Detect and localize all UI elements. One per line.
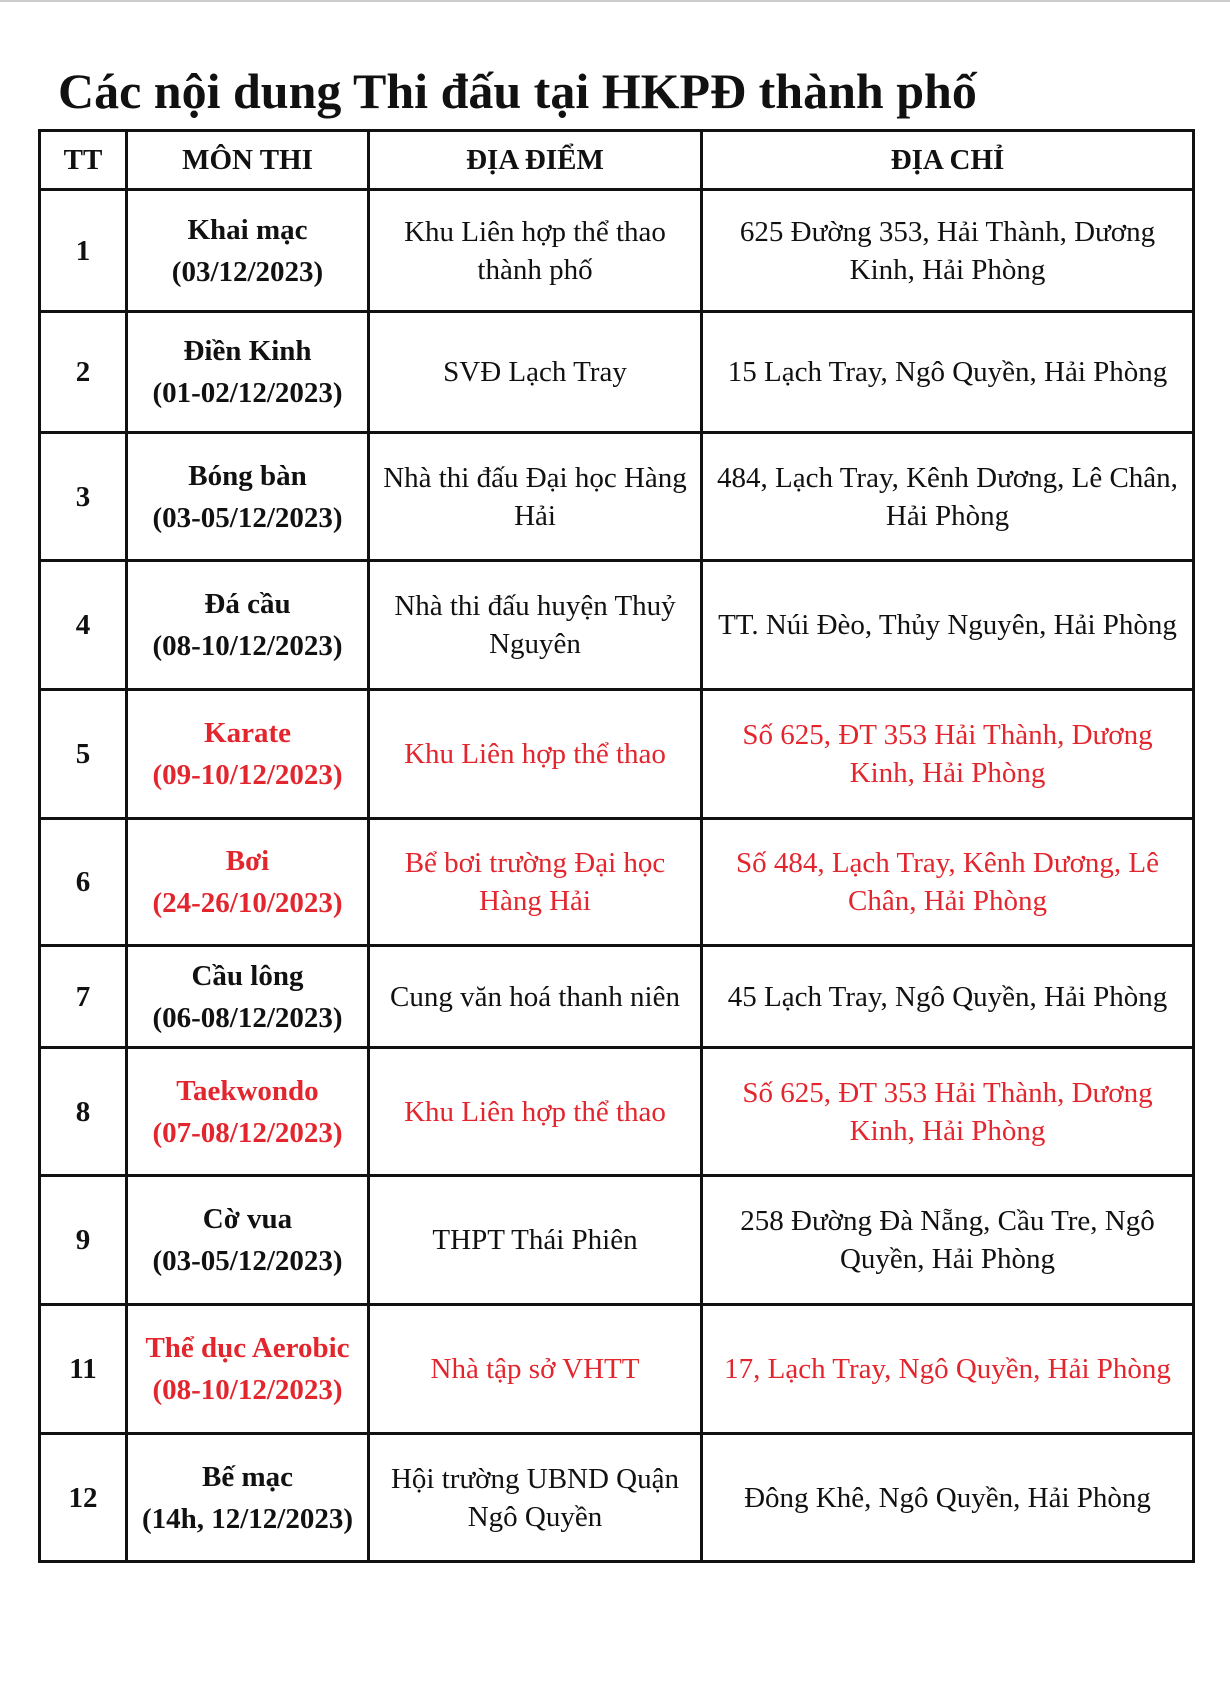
address-cell: 258 Đường Đà Nẵng, Cầu Tre, Ngô Quyền, Hải Phòng [702,1176,1194,1305]
row-number: 12 [40,1434,127,1562]
venue-cell: THPT Thái Phiên [369,1176,702,1305]
header-mon-thi: MÔN THI [127,131,369,190]
event-cell [127,819,369,946]
table-row [40,433,1194,561]
row-number: 5 [40,690,127,819]
address-cell: 484, Lạch Tray, Kênh Dương, Lê Chân, Hải Phòng [702,433,1194,561]
schedule-table [38,129,1195,1563]
venue-cell: Cung văn hoá thanh niên [369,946,702,1048]
address-cell: TT. Núi Đèo, Thủy Nguyên, Hải Phòng [702,561,1194,690]
venue-cell: Nhà tập sở VHTT [369,1305,702,1434]
venue-cell: SVĐ Lạch Tray [369,312,702,433]
venue-cell: Bể bơi trường Đại học Hàng Hải [369,819,702,946]
venue-cell: Nhà thi đấu huyện Thuỷ Nguyên [369,561,702,690]
venue-cell: Khu Liên hợp thể thao [369,1048,702,1176]
address-cell: 45 Lạch Tray, Ngô Quyền, Hải Phòng [702,946,1194,1048]
event-name: Taekwondo [176,1074,319,1107]
event-name: Bóng bàn [188,459,307,492]
event-name: Khai mạc [187,213,308,246]
event-date: (06-08/12/2023) [152,1001,343,1034]
address-cell: Số 625, ĐT 353 Hải Thành, Dương Kinh, Hải Phòng [702,1048,1194,1176]
event-name: Karate [204,717,291,749]
row-number: 3 [40,433,127,561]
event-date: (07-08/12/2023) [152,1116,343,1149]
row-number: 2 [40,312,127,433]
address-cell: Số 625, ĐT 353 Hải Thành, Dương Kinh, Hải Phòng [702,690,1194,819]
header-tt: TT [40,131,127,190]
event-date: (01-02/12/2023) [152,377,343,409]
event-cell [127,190,369,312]
address-cell: Số 484, Lạch Tray, Kênh Dương, Lê Chân, Hải Phòng [702,819,1194,946]
table-header-row [40,131,1194,190]
event-name: Thể dục Aerobic [145,1332,350,1364]
event-date: (08-10/12/2023) [152,1374,343,1406]
table-row [40,1434,1194,1562]
venue-cell: Hội trường UBND Quận Ngô Quyền [369,1434,702,1562]
event-date: (03/12/2023) [171,255,324,288]
event-date: (09-10/12/2023) [152,759,343,791]
event-cell [127,690,369,819]
venue-cell: Khu Liên hợp thể thao [369,690,702,819]
table-row [40,561,1194,690]
table-row [40,190,1194,312]
address-cell: Đông Khê, Ngô Quyền, Hải Phòng [702,1434,1194,1562]
row-number: 9 [40,1176,127,1305]
event-date: (24-26/10/2023) [152,887,343,919]
event-name: Đá cầu [204,588,291,620]
event-date: (03-05/12/2023) [152,501,343,534]
top-border [0,0,1230,2]
venue-cell: Khu Liên hợp thể thao thành phố [369,190,702,312]
table-row [40,1305,1194,1434]
table-row [40,819,1194,946]
event-cell [127,1176,369,1305]
row-number: 6 [40,819,127,946]
row-number: 8 [40,1048,127,1176]
event-name: Cờ vua [202,1203,293,1235]
header-dia-diem: ĐỊA ĐIỂM [369,131,702,190]
header-dia-chi: ĐỊA CHỈ [702,131,1194,190]
event-name: Bơi [225,845,270,877]
page-title: Các nội dung Thi đấu tại HKPĐ thành phố [58,63,977,119]
table-row [40,1176,1194,1305]
event-cell [127,946,369,1048]
event-date: (14h, 12/12/2023) [141,1502,354,1535]
table-row [40,946,1194,1048]
event-cell [127,1305,369,1434]
address-cell: 625 Đường 353, Hải Thành, Dương Kinh, Hải Phòng [702,190,1194,312]
event-cell [127,1048,369,1176]
address-cell: 17, Lạch Tray, Ngô Quyền, Hải Phòng [702,1305,1194,1434]
event-name: Điền Kinh [183,335,312,367]
event-cell [127,561,369,690]
event-cell [127,433,369,561]
event-cell [127,312,369,433]
table-row [40,312,1194,433]
venue-cell: Nhà thi đấu Đại học Hàng Hải [369,433,702,561]
event-name: Bế mạc [202,1460,293,1493]
event-date: (08-10/12/2023) [152,630,343,662]
row-number: 7 [40,946,127,1048]
table-row [40,690,1194,819]
row-number: 11 [40,1305,127,1434]
table-row [40,1048,1194,1176]
address-cell: 15 Lạch Tray, Ngô Quyền, Hải Phòng [702,312,1194,433]
row-number: 1 [40,190,127,312]
event-cell [127,1434,369,1562]
row-number: 4 [40,561,127,690]
event-name: Cầu lông [191,959,304,992]
event-date: (03-05/12/2023) [152,1245,343,1277]
